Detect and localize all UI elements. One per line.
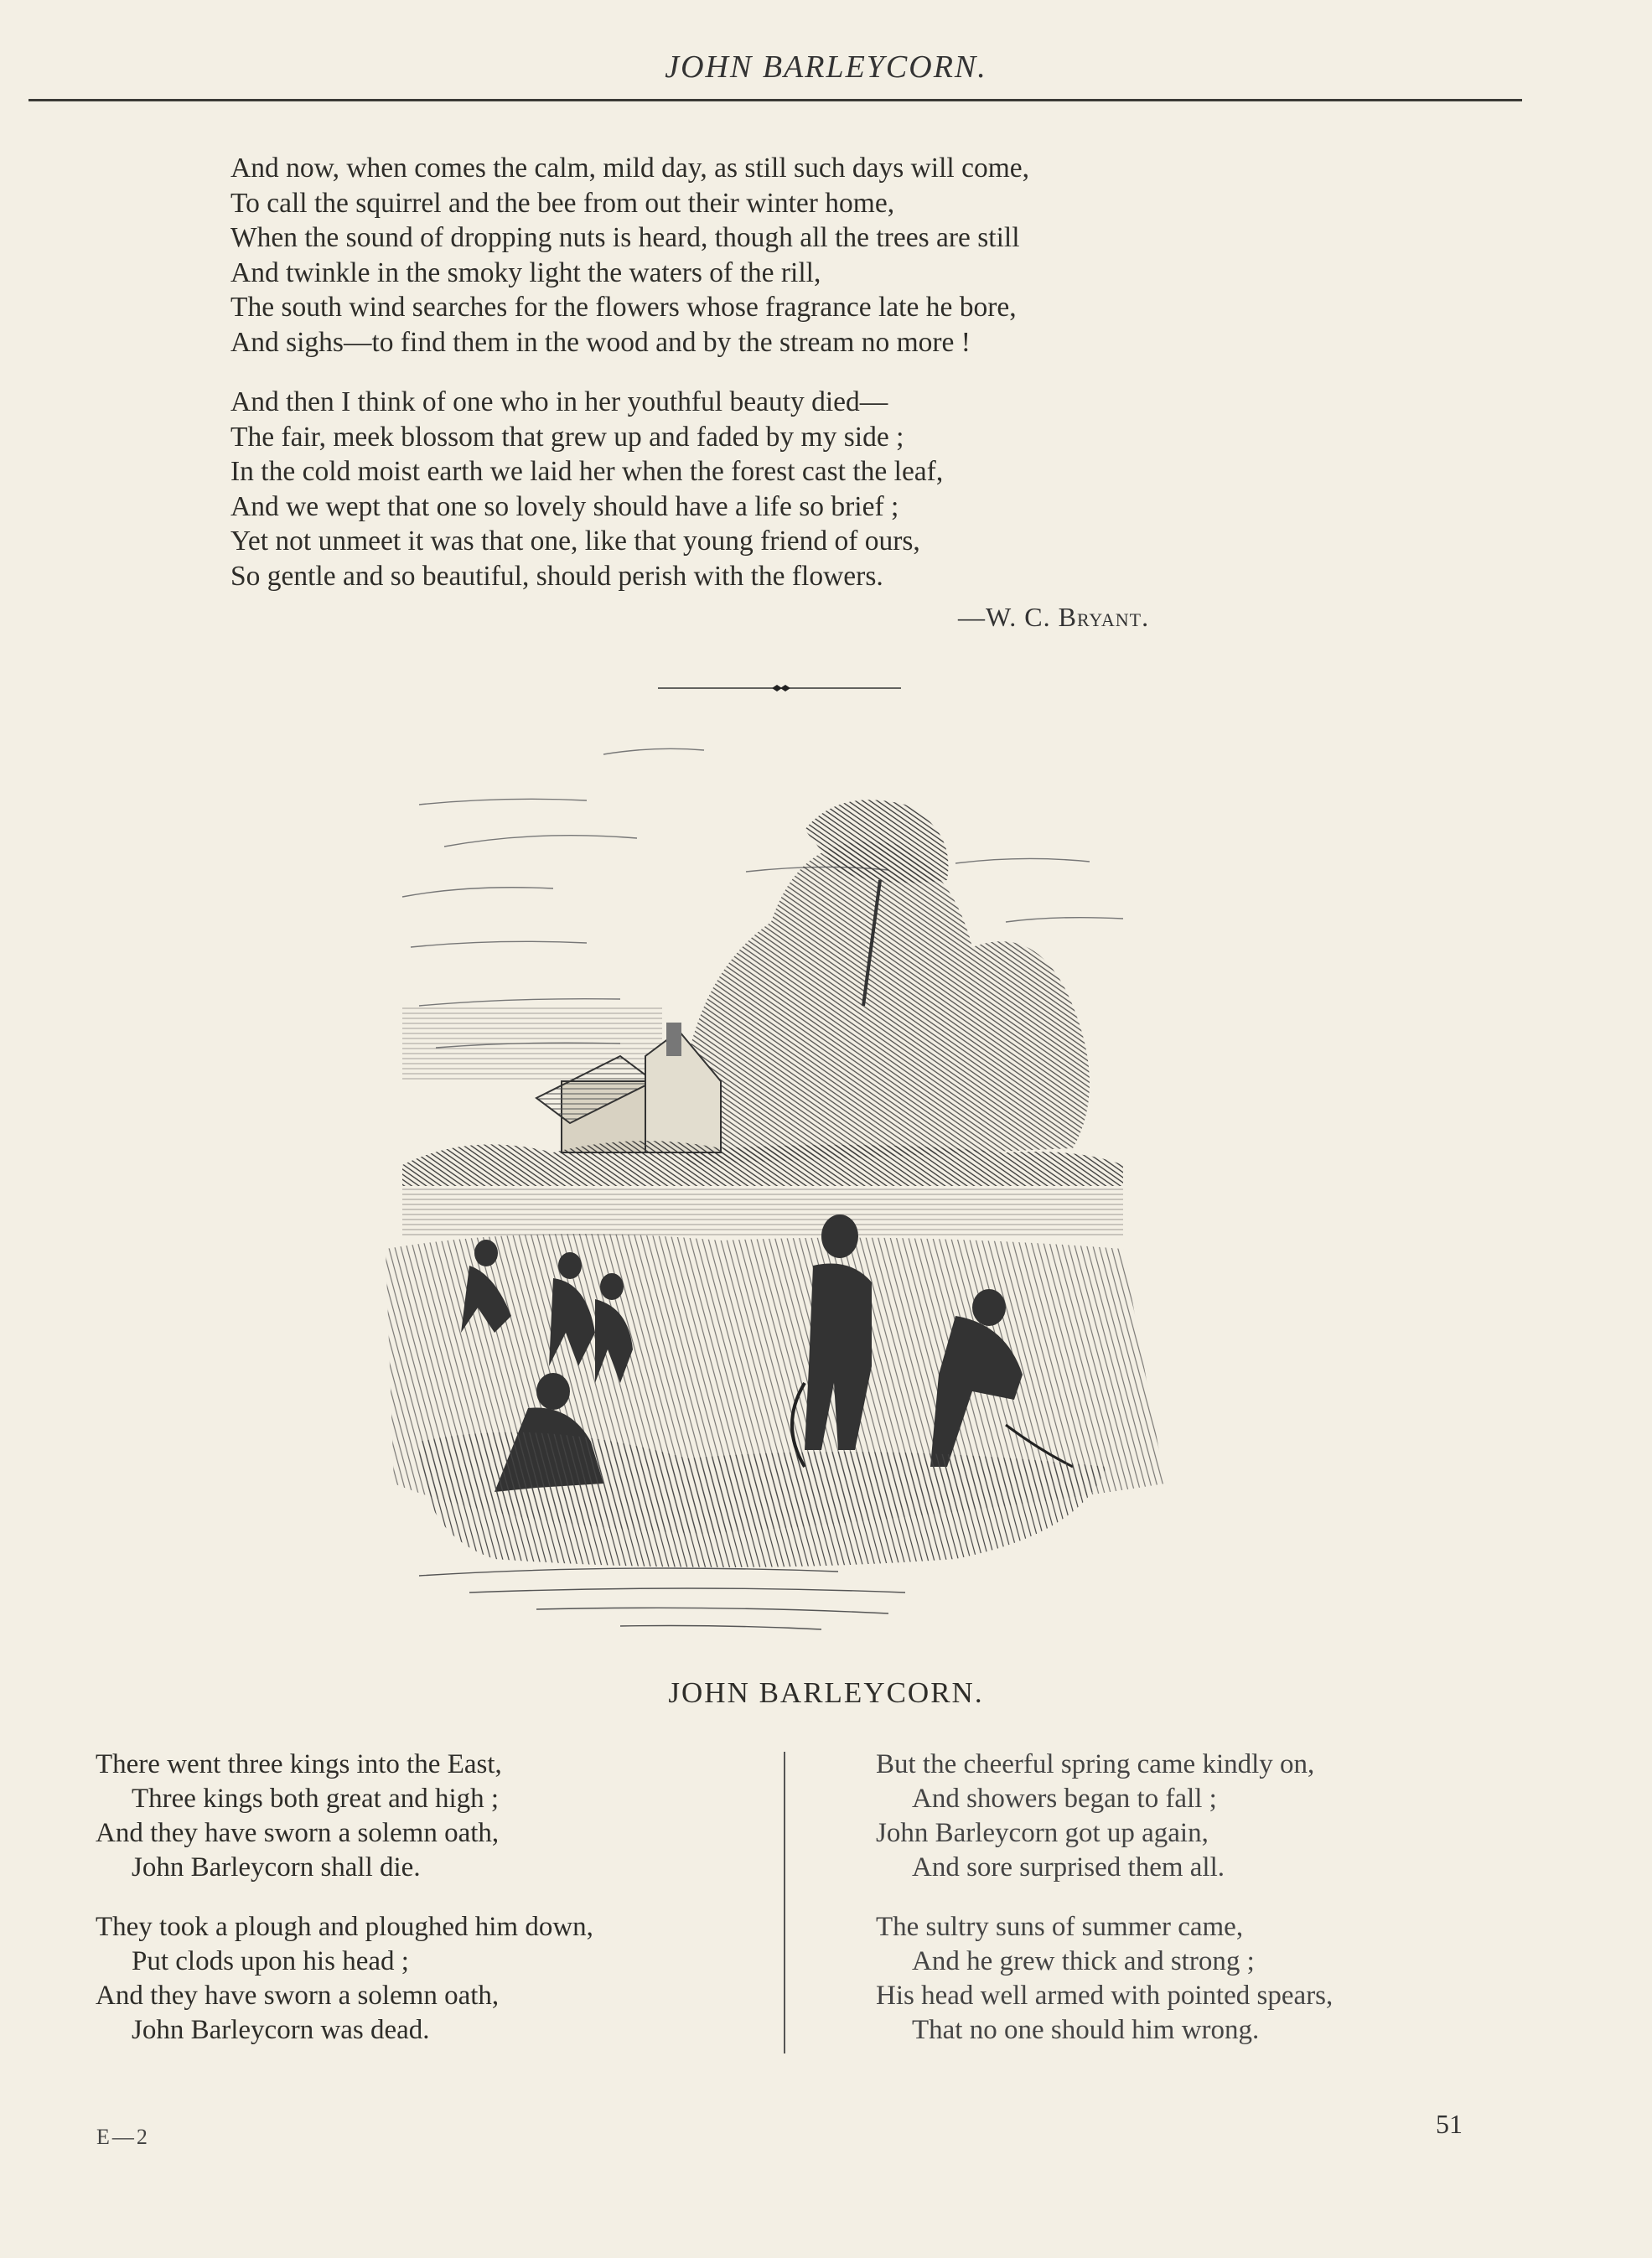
poem-line: And now, when comes the calm, mild day, as still such days will come, [230,153,1030,184]
poem-line: His head well armed with pointed spears, [876,1981,1334,2011]
poem-line: They took a plough and ploughed him down, [96,1912,593,1942]
stanza-1 [230,151,1320,360]
poem-line: Put clods upon his head ; [132,1946,409,1976]
poem-line: And he grew thick and strong ; [912,1946,1255,1976]
stanza-4 [876,1910,1546,2048]
poem-line: When the sound of dropping nuts is heard, though all the trees are still [230,222,1020,253]
bryant-poem [230,151,1320,619]
poem-line: That no one should him wrong. [912,2015,1260,2045]
poem-line: And they have sworn a solemn oath, [96,1981,500,2011]
harvest-engraving-illustration [369,729,1207,1643]
left-column [96,1748,766,2073]
poem-title: JOHN BARLEYCORN. [668,1676,984,1709]
poem-line: But the cheerful spring came kindly on, [876,1749,1315,1779]
poem-line: The south wind searches for the flowers whose fragrance late he bore, [230,292,1017,323]
stanza-2 [96,1910,766,2048]
stanza-3 [876,1748,1546,1885]
poem-line: So gentle and so beautiful, should perish with the flowers. [230,560,883,592]
poem-line: John Barleycorn shall die. [132,1852,421,1883]
poem-line: To call the squirrel and the bee from out their winter home, [230,187,895,219]
header-rule [28,99,1522,101]
poem-line: The sultry suns of summer came, [876,1912,1244,1942]
poem-line: And they have sworn a solemn oath, [96,1818,500,1848]
poem-line: And then I think of one who in her youthful beauty died— [230,386,888,417]
column-divider [784,1752,785,2053]
poem-line: There went three kings into the East, [96,1749,502,1779]
poem-line: John Barleycorn was dead. [132,2015,430,2045]
running-head: JOHN BARLEYCORN. [665,49,987,85]
page-number: 51 [1436,2109,1463,2139]
poem-line: And sighs—to find them in the wood and by the stream no more ! [230,326,971,358]
ornament-rule-icon [658,683,901,693]
stanza-1 [96,1748,766,1885]
poem-line: And we wept that one so lovely should have a life so brief ; [230,490,899,522]
right-column [876,1748,1546,2073]
poem-line: Yet not unmeet it was that one, like that young friend of ours, [230,526,920,557]
poem-line: And showers began to fall ; [912,1784,1217,1814]
stanza-2 [230,385,1320,593]
poem-line: John Barleycorn got up again, [876,1818,1209,1848]
poem-line: In the cold moist earth we laid her when the forest cast the leaf, [230,456,944,487]
signature-mark: E—2 [96,2125,150,2149]
attribution: —W. C. Bryant. [958,602,1150,632]
poem-line: The fair, meek blossom that grew up and faded by my side ; [230,421,904,453]
poem-line: Three kings both great and high ; [132,1784,500,1814]
poem-line: And sore surprised them all. [912,1852,1225,1883]
poem-line: And twinkle in the smoky light the waters of the rill, [230,256,821,288]
